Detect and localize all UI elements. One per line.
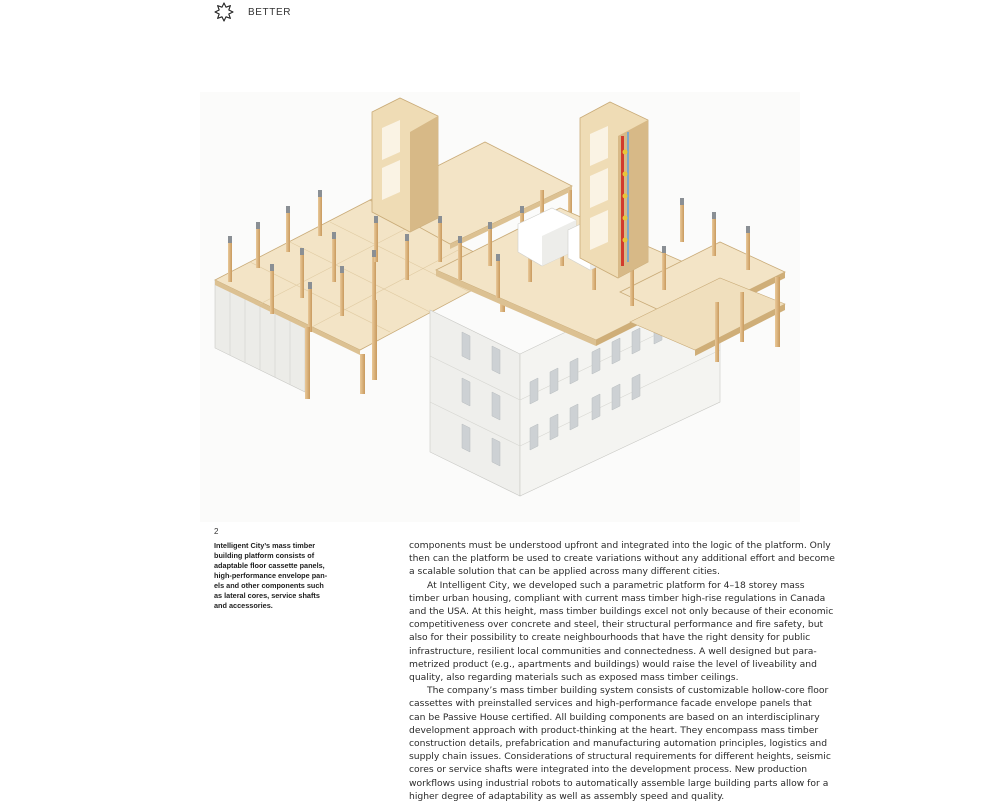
body-line: and the USA. At this height, mass timber buildings excel not only because of their economic	[409, 606, 834, 618]
body-text	[409, 539, 835, 803]
building-axonometric-illustration	[200, 92, 800, 522]
body-line: then can the platform be used to create variations without any additional effort and become	[409, 553, 835, 565]
body-line: timber urban housing, compliant with current mass timber high-rise regulations in Canada	[409, 592, 826, 604]
body-line: workflows using industrial robots to automatically assemble large building parts allow for a	[409, 777, 829, 789]
sun-burst-outline-icon	[214, 2, 234, 22]
section-label: BETTER	[248, 6, 292, 18]
body-line: also for their possibility to create neighbourhoods that have the right density for public	[409, 632, 811, 644]
body-line: a scalable solution that can be applied across many different cities.	[409, 566, 720, 578]
caption-line: high-performance envelope pan-	[214, 571, 328, 580]
body-line: metrized product (e.g., apartments and buildings) would raise the level of liveability and	[409, 658, 817, 670]
body-line: higher degree of adaptability as well as assembly speed and quality.	[409, 790, 725, 802]
running-header	[214, 2, 291, 22]
body-line: construction details, prefabrication and manufacturing automation principles, logistics and	[409, 738, 828, 750]
figure-caption	[214, 541, 342, 611]
body-line: cassettes with preinstalled services and high-performance facade envelope panels that	[409, 698, 812, 710]
body-line: cores or service shafts were integrated into the development process. New production	[409, 764, 808, 776]
caption-line: els and other components such	[214, 581, 324, 590]
figure-number: 2	[214, 527, 219, 536]
body-line: components must be understood upfront and integrated into the logic of the platform. Only	[409, 540, 831, 551]
caption-line: adaptable floor cassette panels,	[214, 561, 325, 570]
body-line: can be Passive House certified. All building components are based on an interdisciplinary	[409, 711, 820, 723]
caption-line: and accessories.	[214, 601, 273, 610]
caption-line: as lateral cores, service shafts	[214, 591, 320, 600]
body-line: competitiveness over concrete and steel, their structural performance and fire safety, but	[409, 619, 824, 631]
caption-line: Intelligent City’s mass timber	[214, 541, 316, 550]
body-line: infrastructure, resilient local communities and connectedness. A well designed but para-	[409, 645, 817, 657]
body-line: development approach with product-thinking at the heart. They encompass mass timber	[409, 724, 819, 736]
body-line: The company’s mass timber building system consists of customizable hollow-core floor	[427, 685, 829, 697]
body-line: supply chain issues. Considerations of structural requirements for different heights, seismic	[409, 751, 831, 763]
caption-line: building platform consists of	[214, 551, 315, 560]
body-line: At Intelligent City, we developed such a parametric platform for 4–18 storey mass	[427, 579, 805, 591]
body-line: quality, also regarding materials such as exposed mass timber ceilings.	[409, 672, 739, 684]
